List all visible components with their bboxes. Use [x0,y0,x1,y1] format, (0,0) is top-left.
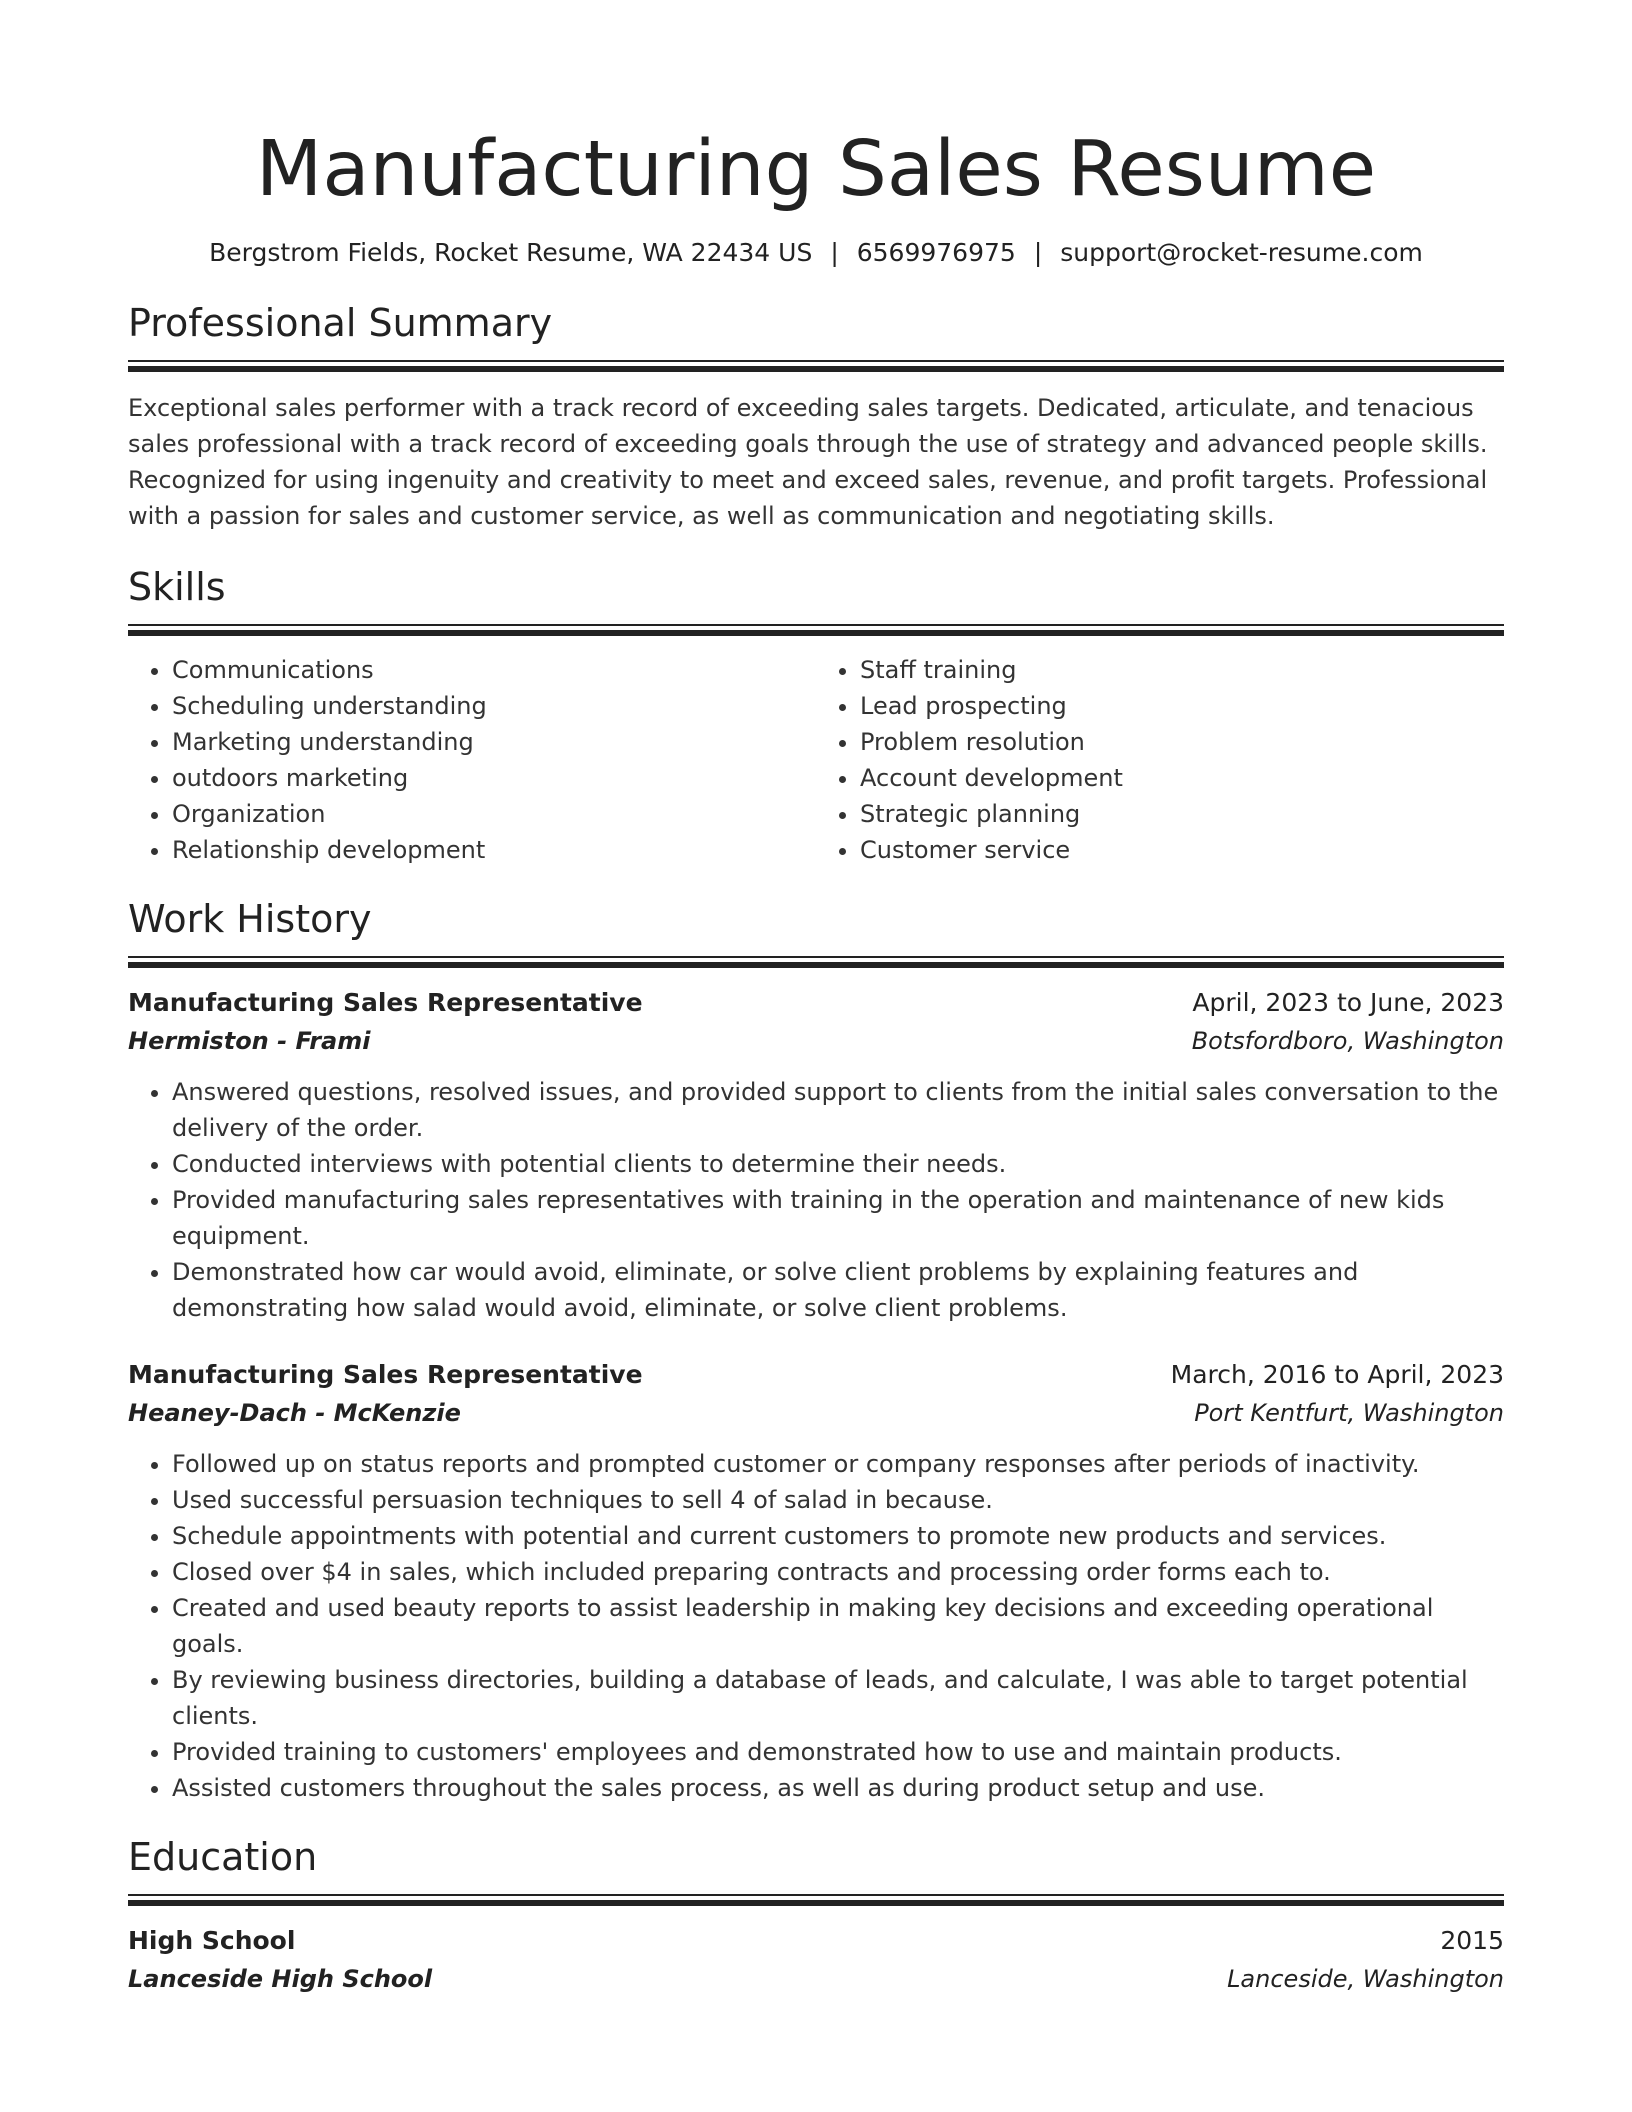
skills-columns [128,652,1504,868]
section-divider [128,1894,1504,1906]
resume-title: Manufacturing Sales Resume [255,125,1377,214]
education-school: Lanceside High School [128,1965,433,1993]
skill-item: • Marketing understanding [172,724,816,760]
job-dates: April, 2023 to June, 2023 [1192,988,1504,1017]
education-heading: Education [128,1835,318,1879]
job-company: Heaney-Dach - McKenzie [128,1399,461,1427]
summary-text: Exceptional sales performer with a track record of exceeding sales targets. Dedicated, articulate, and tenacious sales professional with a track record of exceeding goals through the use of strategy and advanced people skills. Recognized for using ingenuity and creativity to meet and exceed sales, revenue, and profit targets. Professional with a passion for sales and customer service, as well as communication and negotiating skills. [128,394,1488,530]
skill-item: • Communications [172,652,816,688]
contact-phone: 6569976975 [856,238,1016,267]
contact-line [128,236,1504,270]
skill-item: • Staff training [860,652,1504,688]
job-location: Port Kentfurt, Washington [1194,1399,1504,1427]
contact-separator: | [1033,238,1043,267]
job-bullets [128,1074,1504,1326]
section-divider [128,956,1504,968]
job-bullet: • By reviewing business directories, building a database of leads, and calculate, I was able to target potential clients. [172,1662,1504,1734]
job-bullet: • Assisted customers throughout the sales process, as well as during product setup and use. [172,1770,1504,1806]
education-section [128,1834,1504,1998]
contact-separator: | [830,238,839,267]
education-entry [128,1922,1504,1998]
job-entry [128,1356,1504,1806]
job-bullet: • Closed over $4 in sales, which included preparing contracts and processing order forms each to. [172,1554,1504,1590]
skills-heading: Skills [128,565,226,609]
job-company: Hermiston - Frami [128,1027,371,1055]
skill-item: • Organization [172,796,816,832]
skill-item: • Lead prospecting [860,688,1504,724]
job-bullet: • Followed up on status reports and prompted customer or company responses after periods of inactivity. [172,1446,1504,1482]
job-bullet: • Conducted interviews with potential clients to determine their needs. [172,1146,1504,1182]
skill-item: • Account development [860,760,1504,796]
job-bullets [128,1446,1504,1806]
contact-address: Bergstrom Fields, Rocket Resume, WA 22434 US [209,238,813,267]
job-bullet: • Demonstrated how car would avoid, eliminate, or solve client problems by explaining features and demonstrating how salad would avoid, eliminate, or solve client problems. [172,1254,1504,1326]
skills-section [128,564,1504,868]
job-bullet: • Schedule appointments with potential and current customers to promote new products and services. [172,1518,1504,1554]
summary-heading: Professional Summary [128,301,553,345]
education-year: 2015 [1440,1926,1504,1955]
job-title: Manufacturing Sales Representative [128,988,643,1017]
skill-item: • Scheduling understanding [172,688,816,724]
section-divider [128,360,1504,372]
skill-item: • Customer service [860,832,1504,868]
job-entry [128,984,1504,1326]
education-degree: High School [128,1926,296,1955]
job-title: Manufacturing Sales Representative [128,1360,643,1389]
job-bullet: • Answered questions, resolved issues, and provided support to clients from the initial sales conversation to the delivery of the order. [172,1074,1504,1146]
job-bullet: • Provided training to customers' employees and demonstrated how to use and maintain products. [172,1734,1504,1770]
skills-left-list [128,652,816,868]
summary-section [128,300,1504,534]
job-location: Botsfordboro, Washington [1191,1027,1504,1055]
work-heading: Work History [128,897,372,941]
work-section [128,896,1504,1806]
skills-right-list [816,652,1504,868]
skill-item: • outdoors marketing [172,760,816,796]
skill-item: • Relationship development [172,832,816,868]
job-bullet: • Provided manufacturing sales representatives with training in the operation and maintenance of new kids equipment. [172,1182,1504,1254]
contact-email: support@rocket-resume.com [1060,238,1423,267]
job-bullet: • Created and used beauty reports to assist leadership in making key decisions and exceeding operational goals. [172,1590,1504,1662]
skill-item: • Problem resolution [860,724,1504,760]
section-divider [128,624,1504,636]
resume-page [128,120,1504,1998]
job-dates: March, 2016 to April, 2023 [1170,1360,1504,1389]
education-location: Lanceside, Washington [1227,1965,1504,1993]
job-bullet: • Used successful persuasion techniques to sell 4 of salad in because. [172,1482,1504,1518]
skill-item: • Strategic planning [860,796,1504,832]
